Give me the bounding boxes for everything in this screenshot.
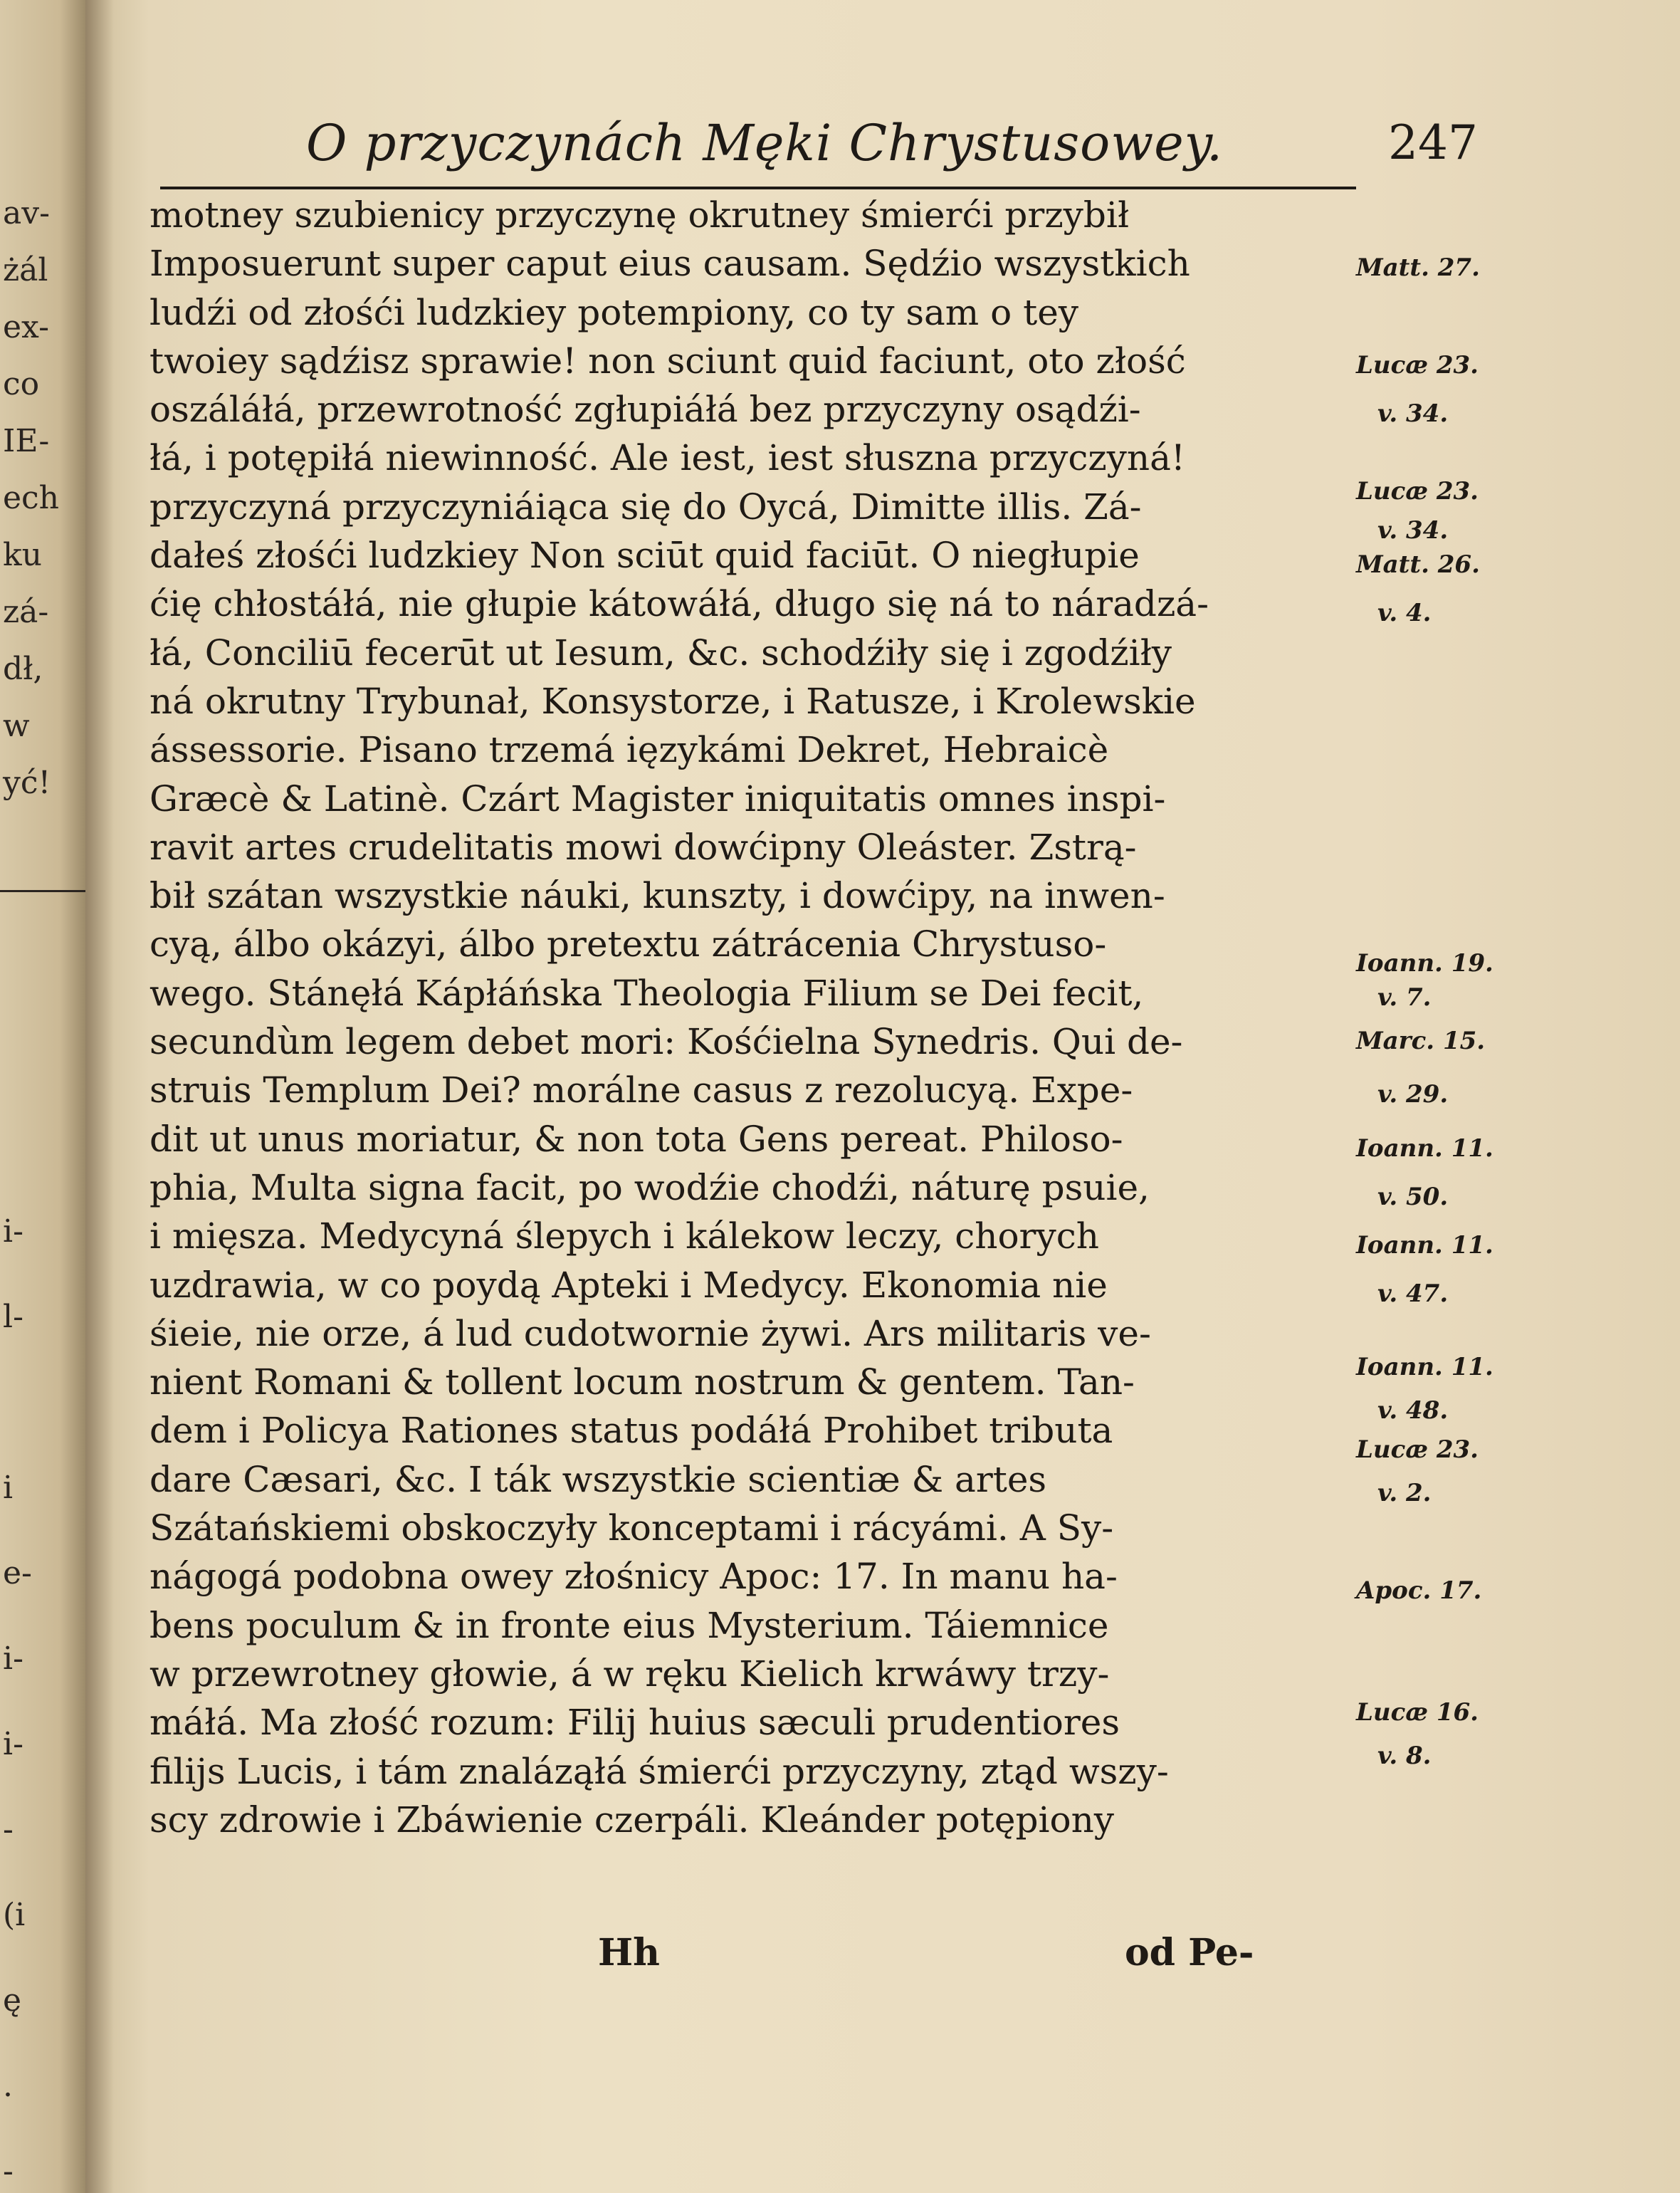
marginal-notes <box>1349 0 1520 2193</box>
previous-page-fragment: l- <box>3 1299 23 1335</box>
header-rule <box>160 187 1356 189</box>
previous-page-fragment: ku <box>3 537 42 573</box>
previous-page-fragment: - <box>3 1811 14 1848</box>
previous-page-fragment: co <box>3 366 40 402</box>
marginal-note: v. 2. <box>1377 1479 1432 1508</box>
text-line: ludźi od złośći ludzkiey potempiony, co ty sam o tey <box>149 291 1079 333</box>
text-line: scy zdrowie i Zbáwienie czerpáli. Kleánder potępiony <box>149 1799 1115 1841</box>
marginal-note: Ioann. 11. <box>1356 1231 1493 1260</box>
text-line: przyczyná przyczyniáiąca się do Oycá, Dimitte illis. Zá- <box>149 486 1142 528</box>
marginal-note: Ioann. 11. <box>1356 1134 1493 1163</box>
signature-mark: Hh <box>598 1931 660 1974</box>
previous-page-fragment: e- <box>3 1555 32 1591</box>
marginal-note: Lucæ 23. <box>1356 350 1479 380</box>
text-line: struis Templum Dei? morálne casus z rezolucyą. Expe- <box>149 1069 1133 1111</box>
marginal-note: Lucæ 23. <box>1356 477 1479 506</box>
text-line: uzdrawia, w co poydą Apteki i Medycy. Ekonomia nie <box>149 1264 1108 1306</box>
text-line: bił szátan wszystkie náuki, kunszty, i dowćipy, na inwen- <box>149 875 1165 917</box>
text-line: śieie, nie orze, á lud cudotwornie żywi. Ars militaris ve- <box>149 1312 1151 1354</box>
previous-page-edge <box>0 0 85 2193</box>
text-line: máłá. Ma złość rozum: Filij huius sæculi prudentiores <box>149 1702 1120 1744</box>
previous-page-fragment: IE- <box>3 423 50 459</box>
text-line: nágogá podobna owey złośnicy Apoc: 17. In manu ha- <box>149 1556 1118 1598</box>
text-line: dem i Policya Rationes status podáłá Prohibet tributa <box>149 1410 1113 1452</box>
previous-page-fragment: ę <box>3 1982 22 2019</box>
marginal-note: Matt. 27. <box>1356 253 1480 283</box>
previous-page-fragment: ex- <box>3 309 49 345</box>
text-line: łá, Conciliū fecerūt ut Iesum, &c. schodźiły się i zgodźiły <box>149 632 1172 674</box>
marginal-note: v. 34. <box>1377 516 1449 545</box>
marginal-note: Apoc. 17. <box>1356 1576 1482 1606</box>
previous-page-fragment: i- <box>3 1213 23 1250</box>
text-line: Szátańskiemi obskoczyły konceptami i rácyámi. A Sy- <box>149 1507 1114 1549</box>
text-line: dałeś złośći ludzkiey Non sciūt quid faciūt. O niegłupie <box>149 535 1140 577</box>
previous-page-rule <box>0 890 85 892</box>
running-head: O przyczynách Męki Chrystusowey. <box>306 114 1224 172</box>
marginal-note: v. 47. <box>1377 1279 1449 1309</box>
marginal-note: v. 8. <box>1377 1742 1432 1771</box>
previous-page-fragment: i <box>3 1470 14 1506</box>
text-line: secundùm legem debet mori: Kośćielna Synedris. Qui de- <box>149 1021 1183 1063</box>
catchword: od Pe- <box>1125 1931 1254 1974</box>
text-line: ássessorie. Pisano trzemá ięzykámi Dekret, Hebraicè <box>149 729 1109 771</box>
text-line: bens poculum & in fronte eius Mysterium. Táiemnice <box>149 1604 1109 1646</box>
text-line: cyą, álbo okázyi, álbo pretextu zátrácenia Chrystuso- <box>149 923 1107 965</box>
previous-page-fragment: zá- <box>3 594 49 630</box>
text-line: ná okrutny Trybunał, Konsystorze, i Ratusze, i Krolewskie <box>149 680 1196 722</box>
marginal-note: v. 34. <box>1377 399 1449 429</box>
text-line: i mięsza. Medycyná ślepych i kálekow leczy, chorych <box>149 1215 1099 1257</box>
previous-page-fragment: av- <box>3 195 50 231</box>
text-line: Imposuerunt super caput eius causam. Sędźio wszystkich <box>149 243 1190 285</box>
previous-page-fragment: ech <box>3 480 60 516</box>
marginal-note: Matt. 26. <box>1356 550 1480 579</box>
marginal-note: v. 7. <box>1377 983 1432 1012</box>
text-line: łá, i potępiłá niewinność. Ale iest, iest słuszna przyczyná! <box>149 437 1186 479</box>
previous-page-fragment: dł, <box>3 651 43 687</box>
marginal-note: v. 4. <box>1377 599 1432 628</box>
text-line: filijs Lucis, i tám znaláząłá śmierći przyczyny, ztąd wszy- <box>149 1750 1169 1792</box>
text-line: nient Romani & tollent locum nostrum & gentem. Tan- <box>149 1361 1135 1403</box>
text-line: ćię chłostáłá, nie głupie kátowáłá, długo się ná to náradzá- <box>149 583 1209 625</box>
footer-line <box>149 1931 1345 1981</box>
previous-page-fragment: i- <box>3 1726 23 1762</box>
previous-page-fragment: - <box>3 2153 14 2189</box>
marginal-note: v. 50. <box>1377 1182 1449 1211</box>
text-line: phia, Multa signa facit, po wodźie chodźi, náturę psuie, <box>149 1166 1150 1208</box>
marginal-note: v. 48. <box>1377 1396 1449 1425</box>
gutter-shadow <box>85 0 114 2193</box>
previous-page-fragment: . <box>3 2068 13 2104</box>
marginal-note: Lucæ 23. <box>1356 1435 1479 1464</box>
previous-page-fragment: (i <box>3 1897 26 1933</box>
previous-page-fragment: żál <box>3 252 48 288</box>
text-line: twoiey sądźisz sprawie! non sciunt quid faciunt, oto złość <box>149 340 1186 382</box>
text-line: dit ut unus moriatur, & non tota Gens pereat. Philoso- <box>149 1118 1123 1160</box>
marginal-note: Ioann. 11. <box>1356 1352 1493 1381</box>
text-line: motney szubienicy przyczynę okrutney śmierći przybił <box>149 194 1130 236</box>
page-number: 247 <box>1388 115 1478 170</box>
text-line: wego. Stánęłá Kápłáńska Theologia Filium se Dei fecit, <box>149 972 1144 1014</box>
marginal-note: Ioann. 19. <box>1356 948 1493 978</box>
text-line: oszáláłá, przewrotność zgłupiáłá bez przyczyny osądźi- <box>149 389 1141 431</box>
marginal-note: v. 29. <box>1377 1080 1449 1109</box>
marginal-note: Lucæ 16. <box>1356 1697 1479 1727</box>
text-line: w przewrotney głowie, á w ręku Kielich krwáwy trzy- <box>149 1653 1110 1695</box>
previous-page-fragment: w <box>3 708 30 744</box>
text-line: dare Cæsari, &c. I ták wszystkie scientiæ & artes <box>149 1458 1047 1500</box>
previous-page-fragment: yć! <box>3 765 51 801</box>
body-text <box>149 191 1345 1844</box>
previous-page-fragment: i- <box>3 1640 23 1677</box>
marginal-note: Marc. 15. <box>1356 1027 1486 1056</box>
text-line: ravit artes crudelitatis mowi dowćipny Oleáster. Zstrą- <box>149 826 1137 868</box>
text-line: Græcè & Latinè. Czárt Magister iniquitatis omnes inspi- <box>149 778 1166 820</box>
